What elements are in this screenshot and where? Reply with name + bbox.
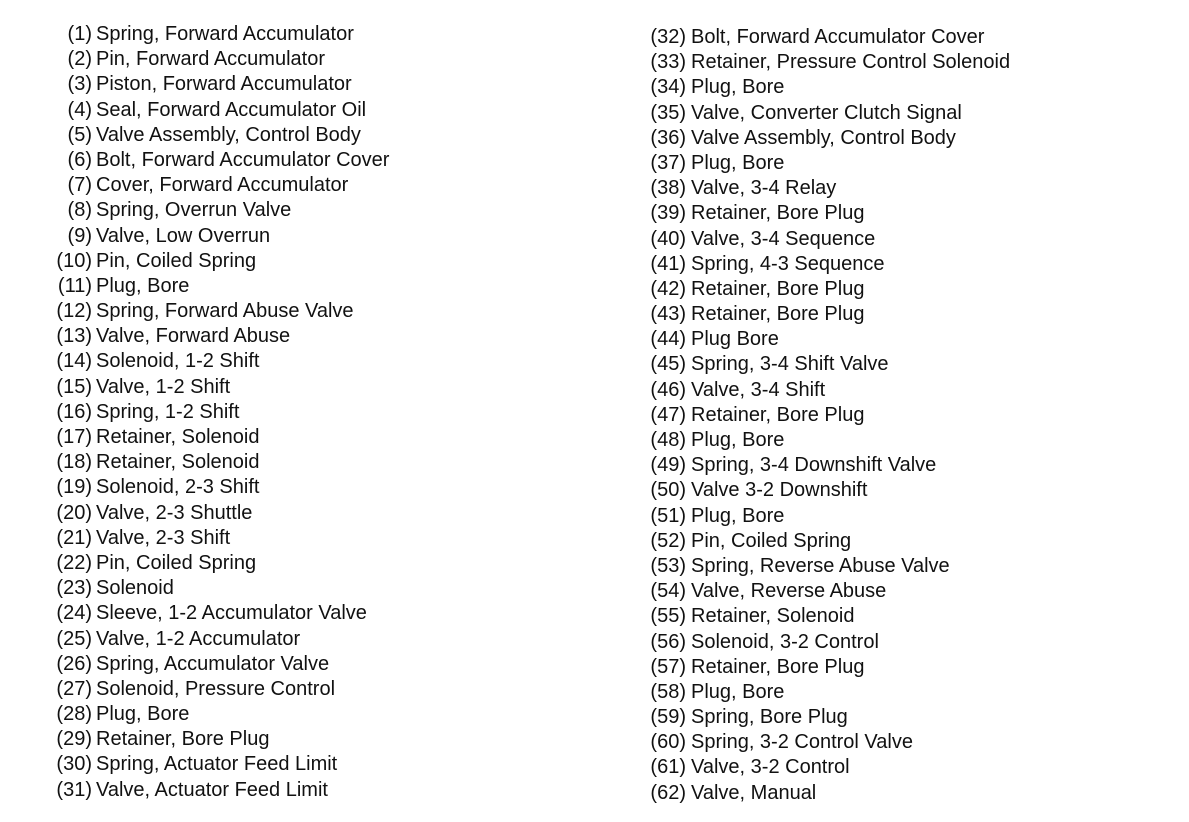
list-item	[38, 375, 558, 400]
list-item	[38, 274, 558, 299]
part-label: Retainer, Bore Plug	[691, 277, 865, 300]
part-label: Solenoid, Pressure Control	[96, 677, 336, 700]
part-number: (54)	[650, 580, 686, 603]
part-number: (17)	[56, 426, 92, 448]
list-item	[634, 201, 1154, 226]
list-item	[38, 778, 558, 803]
list-item	[38, 475, 558, 500]
list-item	[634, 176, 1154, 201]
part-number: (48)	[650, 429, 686, 451]
list-item	[38, 652, 558, 677]
part-number: (15)	[56, 375, 92, 398]
list-item	[634, 378, 1154, 403]
part-label: Spring, Reverse Abuse Valve	[691, 554, 950, 577]
part-number: (14)	[56, 350, 92, 373]
part-label: Valve, Forward Abuse	[96, 325, 291, 348]
part-label: Plug, Bore	[96, 703, 190, 726]
part-label: Valve Assembly, Control Body	[96, 123, 361, 146]
part-number: (43)	[650, 303, 686, 326]
list-item	[634, 151, 1154, 176]
parts-list-right-column	[634, 25, 1154, 806]
part-number: (28)	[56, 703, 92, 726]
part-label: Retainer, Solenoid	[96, 426, 260, 448]
part-label: Retainer, Solenoid	[691, 605, 855, 628]
list-item	[634, 604, 1154, 629]
list-item	[634, 327, 1154, 352]
list-item	[634, 428, 1154, 453]
part-number: (20)	[56, 501, 92, 524]
part-number: (55)	[650, 605, 686, 628]
list-item	[38, 702, 558, 727]
part-number: (47)	[650, 403, 686, 426]
list-item	[634, 478, 1154, 503]
part-label: Piston, Forward Accumulator	[96, 73, 352, 96]
part-number: (7)	[67, 174, 92, 197]
part-number: (53)	[650, 554, 686, 577]
list-item	[634, 352, 1154, 377]
part-number: (52)	[650, 529, 686, 552]
part-number: (13)	[56, 325, 92, 348]
part-number: (33)	[650, 51, 686, 74]
part-label: Valve Assembly, Control Body	[691, 126, 956, 149]
list-item	[634, 277, 1154, 302]
part-label: Retainer, Solenoid	[96, 451, 260, 474]
part-number: (30)	[56, 753, 92, 776]
part-number: (42)	[650, 277, 686, 300]
parts-list-left-column	[38, 22, 558, 803]
part-label: Plug, Bore	[691, 76, 785, 99]
list-item	[634, 579, 1154, 604]
part-number: (56)	[650, 630, 686, 653]
list-item	[634, 101, 1154, 126]
part-label: Solenoid	[96, 577, 174, 600]
part-number: (38)	[650, 177, 686, 200]
part-label: Plug, Bore	[691, 680, 785, 703]
part-label: Solenoid, 1-2 Shift	[96, 350, 260, 373]
list-item	[634, 403, 1154, 428]
part-label: Sleeve, 1-2 Accumulator Valve	[96, 602, 367, 625]
list-item	[38, 425, 558, 450]
list-item	[634, 655, 1154, 680]
part-number: (60)	[650, 731, 686, 754]
part-label: Spring, Forward Abuse Valve	[96, 300, 354, 323]
part-label: Spring, Actuator Feed Limit	[96, 753, 338, 776]
part-label: Retainer, Pressure Control Solenoid	[691, 51, 1011, 74]
part-label: Plug, Bore	[691, 429, 785, 451]
part-number: (25)	[56, 627, 92, 650]
list-item	[634, 730, 1154, 755]
part-label: Spring, 3-4 Downshift Valve	[691, 454, 937, 477]
list-item	[634, 75, 1154, 100]
list-item	[38, 400, 558, 425]
list-item	[38, 601, 558, 626]
part-label: Valve, Low Overrun	[96, 224, 271, 247]
part-number: (58)	[650, 680, 686, 703]
part-number: (21)	[56, 526, 92, 549]
part-number: (59)	[650, 706, 686, 729]
part-label: Valve, 2-3 Shuttle	[96, 501, 253, 524]
list-item	[38, 47, 558, 72]
part-label: Spring, Accumulator Valve	[96, 652, 330, 675]
part-label: Spring, 3-2 Control Valve	[691, 731, 913, 754]
part-label: Retainer, Bore Plug	[691, 655, 865, 678]
part-label: Spring, Overrun Valve	[96, 199, 292, 222]
part-number: (29)	[56, 728, 92, 751]
part-number: (24)	[56, 602, 92, 625]
part-number: (4)	[67, 98, 92, 121]
part-number: (10)	[56, 249, 92, 272]
list-item	[38, 526, 558, 551]
list-item	[634, 50, 1154, 75]
list-item	[634, 680, 1154, 705]
part-number: (12)	[56, 300, 92, 323]
part-label: Valve, Converter Clutch Signal	[691, 101, 962, 124]
part-label: Spring, Forward Accumulator	[96, 23, 354, 45]
list-item	[634, 630, 1154, 655]
list-item	[634, 504, 1154, 529]
part-number: (57)	[650, 655, 686, 678]
part-number: (31)	[56, 778, 92, 801]
part-number: (27)	[56, 677, 92, 700]
part-number: (40)	[650, 227, 686, 250]
part-label: Retainer, Bore Plug	[96, 728, 270, 751]
part-label: Cover, Forward Accumulator	[96, 174, 349, 197]
part-label: Spring, 4-3 Sequence	[691, 252, 885, 275]
part-label: Valve 3-2 Downshift	[691, 479, 868, 502]
part-number: (3)	[67, 73, 92, 96]
part-number: (18)	[56, 451, 92, 474]
list-item	[38, 123, 558, 148]
list-item	[38, 22, 558, 47]
part-label: Valve, 3-4 Shift	[691, 378, 826, 401]
list-item	[38, 98, 558, 123]
list-item	[634, 453, 1154, 478]
list-item	[38, 349, 558, 374]
part-label: Plug Bore	[691, 328, 779, 351]
part-label: Retainer, Bore Plug	[691, 202, 865, 225]
list-item	[38, 501, 558, 526]
part-number: (45)	[650, 353, 686, 376]
list-item	[38, 551, 558, 576]
part-number: (51)	[650, 504, 686, 527]
part-label: Pin, Coiled Spring	[96, 249, 257, 272]
part-number: (50)	[650, 479, 686, 502]
part-label: Valve, Reverse Abuse	[691, 580, 887, 603]
part-number: (9)	[67, 224, 92, 247]
part-number: (16)	[56, 400, 92, 423]
part-label: Plug, Bore	[96, 274, 190, 297]
part-number: (37)	[650, 151, 686, 174]
part-label: Retainer, Bore Plug	[691, 403, 865, 426]
part-label: Solenoid, 2-3 Shift	[96, 476, 260, 499]
part-label: Pin, Coiled Spring	[691, 529, 852, 552]
part-label: Spring, 3-4 Shift Valve	[691, 353, 889, 376]
part-label: Valve, 2-3 Shift	[96, 526, 231, 549]
part-number: (34)	[650, 76, 686, 99]
list-item	[38, 249, 558, 274]
part-label: Plug, Bore	[691, 151, 785, 174]
part-number: (61)	[650, 756, 686, 779]
part-label: Spring, 1-2 Shift	[96, 400, 240, 423]
part-number: (6)	[67, 148, 92, 171]
list-item	[634, 755, 1154, 780]
list-item	[634, 705, 1154, 730]
part-number: (19)	[56, 476, 92, 499]
list-item	[634, 302, 1154, 327]
part-number: (46)	[650, 378, 686, 401]
list-item	[634, 252, 1154, 277]
part-number: (44)	[650, 328, 686, 351]
list-item	[634, 126, 1154, 151]
list-item	[38, 752, 558, 777]
list-item	[38, 324, 558, 349]
list-item	[634, 227, 1154, 252]
part-label: Valve, Manual	[691, 781, 817, 804]
part-label: Plug, Bore	[691, 504, 785, 527]
part-number: (2)	[67, 48, 92, 71]
part-number: (1)	[67, 23, 92, 45]
part-number: (49)	[650, 454, 686, 477]
part-number: (5)	[67, 123, 92, 146]
part-number: (62)	[650, 781, 686, 804]
part-label: Valve, 1-2 Shift	[96, 375, 231, 398]
part-number: (23)	[56, 577, 92, 600]
part-label: Valve, 1-2 Accumulator	[96, 627, 301, 650]
part-number: (39)	[650, 202, 686, 225]
part-label: Valve, 3-4 Sequence	[691, 227, 876, 250]
part-number: (8)	[67, 199, 92, 222]
part-label: Seal, Forward Accumulator Oil	[96, 98, 367, 121]
part-number: (35)	[650, 101, 686, 124]
part-label: Spring, Bore Plug	[691, 706, 848, 729]
list-item	[38, 173, 558, 198]
part-number: (32)	[650, 26, 686, 48]
part-label: Valve, 3-4 Relay	[691, 177, 837, 200]
part-label: Valve, 3-2 Control	[691, 756, 850, 779]
list-item	[38, 224, 558, 249]
list-item	[634, 781, 1154, 806]
part-label: Bolt, Forward Accumulator Cover	[691, 26, 985, 48]
list-item	[38, 727, 558, 752]
list-item	[634, 554, 1154, 579]
part-label: Solenoid, 3-2 Control	[691, 630, 879, 653]
list-item	[634, 25, 1154, 50]
part-number: (22)	[56, 551, 92, 574]
list-item	[38, 576, 558, 601]
list-item	[38, 299, 558, 324]
part-label: Valve, Actuator Feed Limit	[96, 778, 328, 801]
part-number: (41)	[650, 252, 686, 275]
list-item	[634, 529, 1154, 554]
list-item	[38, 198, 558, 223]
part-label: Bolt, Forward Accumulator Cover	[96, 148, 390, 171]
list-item	[38, 677, 558, 702]
part-label: Pin, Forward Accumulator	[96, 48, 325, 71]
list-item	[38, 148, 558, 173]
part-label: Retainer, Bore Plug	[691, 303, 865, 326]
part-label: Pin, Coiled Spring	[96, 551, 257, 574]
part-number: (36)	[650, 126, 686, 149]
list-item	[38, 627, 558, 652]
part-number: (26)	[56, 652, 92, 675]
part-number: (11)	[57, 274, 92, 297]
list-item	[38, 72, 558, 97]
list-item	[38, 450, 558, 475]
